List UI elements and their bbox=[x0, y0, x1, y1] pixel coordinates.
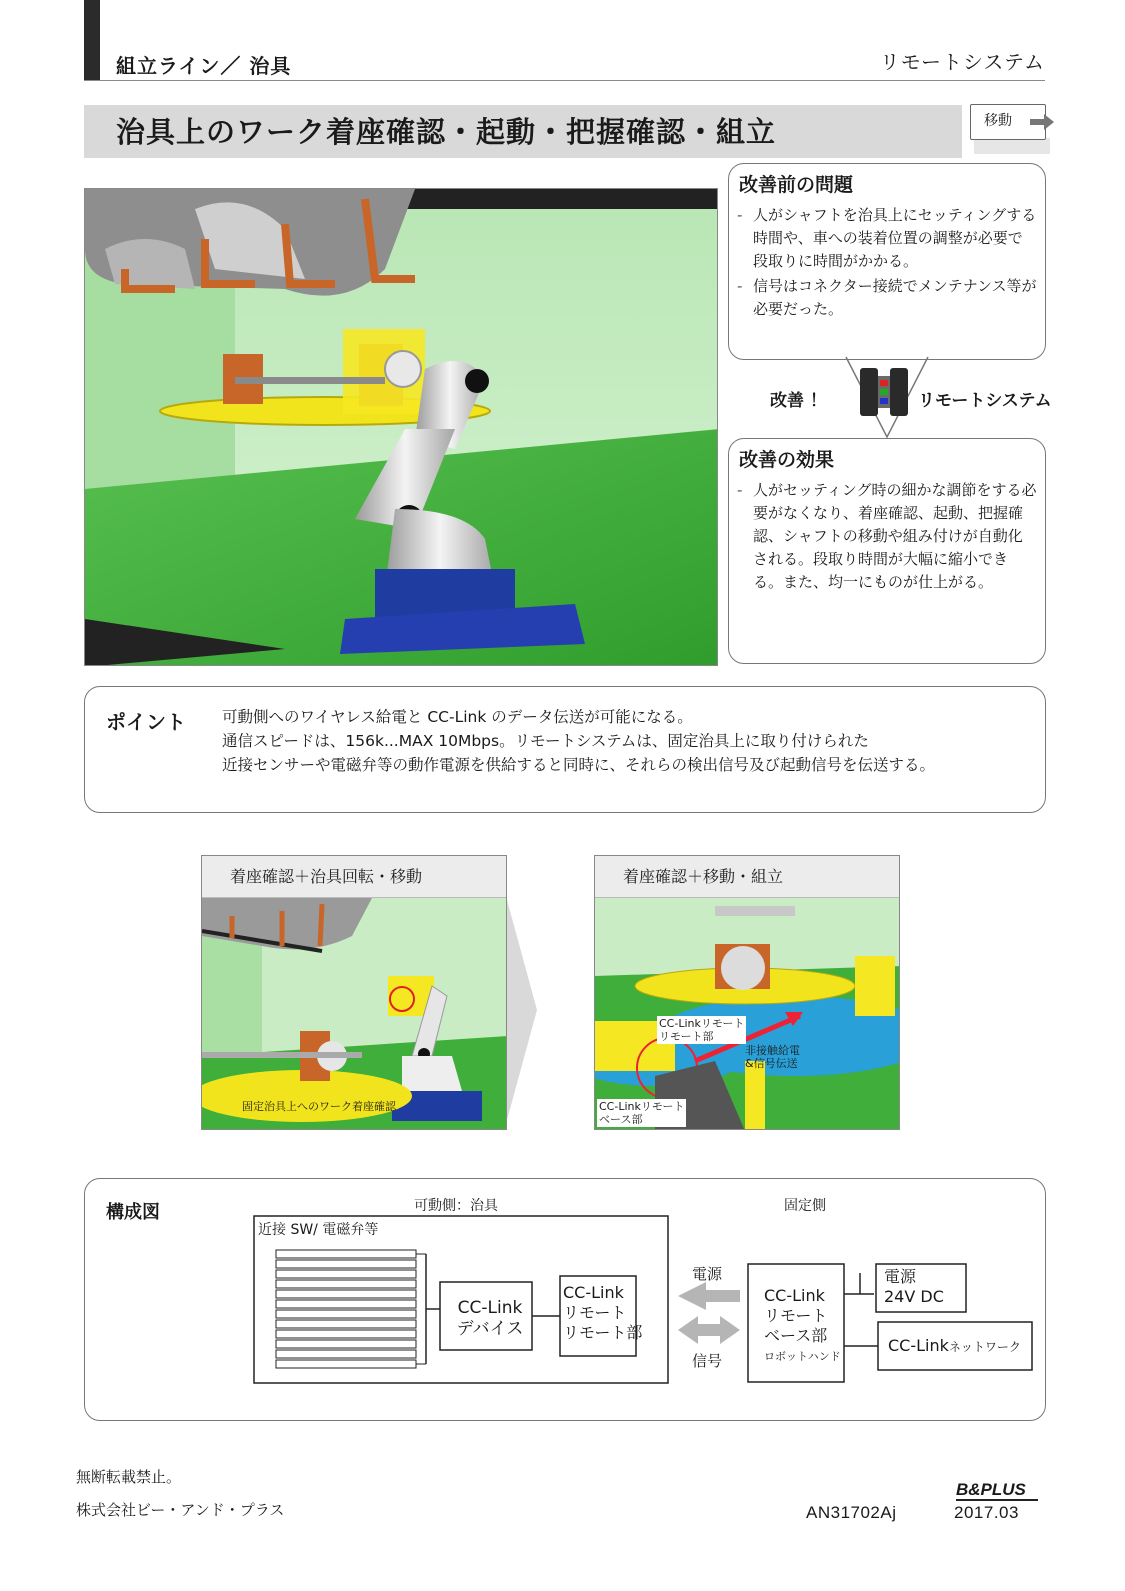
config-title: 構成図 bbox=[106, 1202, 160, 1223]
power-supply-box: 電源 24V DC bbox=[884, 1267, 944, 1306]
brand-logo: B&PLUS bbox=[956, 1480, 1026, 1499]
header-side-bar bbox=[84, 0, 100, 80]
improve-product-label: リモートシステム bbox=[918, 391, 1052, 411]
point-title: ポイント bbox=[106, 710, 186, 734]
after-list bbox=[737, 479, 1037, 596]
company-name: 株式会社ビー・アンド・プラス bbox=[76, 1501, 285, 1519]
network-suffix: ネットワーク bbox=[948, 1340, 1021, 1354]
footer-rule bbox=[956, 1499, 1038, 1501]
header-rule bbox=[84, 80, 1045, 81]
list-item: - 信号はコネクター接続でメンテナンス等が必要だった。 bbox=[737, 275, 1037, 321]
contactless-label: 非接触給電 &信号伝送 bbox=[745, 1044, 800, 1070]
move-badge bbox=[970, 104, 1054, 156]
remote-unit-label: CC-Linkリモート リモート部 bbox=[659, 1017, 745, 1043]
point-text bbox=[222, 705, 935, 777]
point-line: 近接センサーや電磁弁等の動作電源を供給すると同時に、それらの検出信号及び起動信号を伝送する。 bbox=[222, 756, 936, 774]
network-label: CC-Link bbox=[888, 1336, 949, 1355]
fixed-side-label: 固定側 bbox=[784, 1198, 826, 1214]
robot-arm-illustration bbox=[85, 189, 718, 666]
list-item: - 人がセッティング時の細かな調節をする必要がなくなり、着座確認、起動、把握確認、シャフトの移動や組み付けが自動化される。段取り時間が大幅に縮小できる。また、均一にものが仕上がる。 bbox=[737, 479, 1037, 594]
remote-device-icon bbox=[856, 362, 912, 422]
badge-text: 移動 bbox=[984, 113, 1012, 129]
copyright-notice: 無断転載禁止。 bbox=[76, 1468, 182, 1486]
document-code: AN31702Aj bbox=[806, 1503, 897, 1522]
before-title: 改善前の問題 bbox=[739, 174, 854, 196]
before-problem-callout bbox=[728, 163, 1046, 360]
list-item: - 人がシャフトを治具上にセッティングする時間や、車への装着位置の調整が必要で段取りに時間がかかる。 bbox=[737, 204, 1037, 273]
image-seat-rotate bbox=[201, 855, 507, 1130]
arrow-right-icon bbox=[1030, 112, 1054, 132]
point-line: 可動側へのワイヤレス給電と CC-Link のデータ伝送が可能になる。 bbox=[222, 708, 693, 726]
base-unit-label: CC-Linkリモート ベース部 bbox=[599, 1100, 685, 1126]
image-seat-assemble bbox=[594, 855, 900, 1130]
main-illustration bbox=[84, 188, 718, 666]
page-title: 治具上のワーク着座確認・起動・把握確認・組立 bbox=[116, 115, 777, 149]
chevron-right-icon bbox=[507, 900, 537, 1120]
cc-link-base-unit-box: CC-Link リモート ベース部 bbox=[764, 1286, 828, 1345]
badge-shadow bbox=[974, 138, 1050, 154]
after-title: 改善の効果 bbox=[739, 449, 835, 471]
robot-hand-label: ロボットハンド bbox=[764, 1350, 841, 1363]
image-caption: 着座確認＋治具回転・移動 bbox=[230, 867, 423, 886]
product-label: リモートシステム bbox=[879, 50, 1045, 74]
cc-link-network-box bbox=[888, 1336, 1021, 1355]
document-date: 2017.03 bbox=[954, 1503, 1019, 1522]
cc-link-remote-unit-box: CC-Link リモート リモート部 bbox=[563, 1283, 643, 1342]
signal-arrow-label: 信号 bbox=[692, 1352, 723, 1370]
power-arrow-label: 電源 bbox=[692, 1265, 723, 1283]
improve-label: 改善 ！ bbox=[770, 391, 827, 411]
sensors-label: 近接 SW/ 電磁弁等 bbox=[258, 1222, 379, 1238]
point-line: 通信スピードは、156k...MAX 10Mbps。リモートシステムは、固定治具上に取り付けられた bbox=[222, 732, 869, 750]
image-caption: 着座確認＋移動・組立 bbox=[623, 867, 784, 886]
cc-link-device-box: CC-Link デバイス bbox=[456, 1298, 524, 1339]
movable-side-label: 可動側：治具 bbox=[414, 1198, 498, 1214]
after-effect-callout bbox=[728, 438, 1046, 664]
overlay-caption: 固定治具上へのワーク着座確認 bbox=[242, 1100, 396, 1113]
section-label: 組立ライン／ 治具 bbox=[116, 54, 292, 78]
before-list bbox=[737, 204, 1037, 323]
